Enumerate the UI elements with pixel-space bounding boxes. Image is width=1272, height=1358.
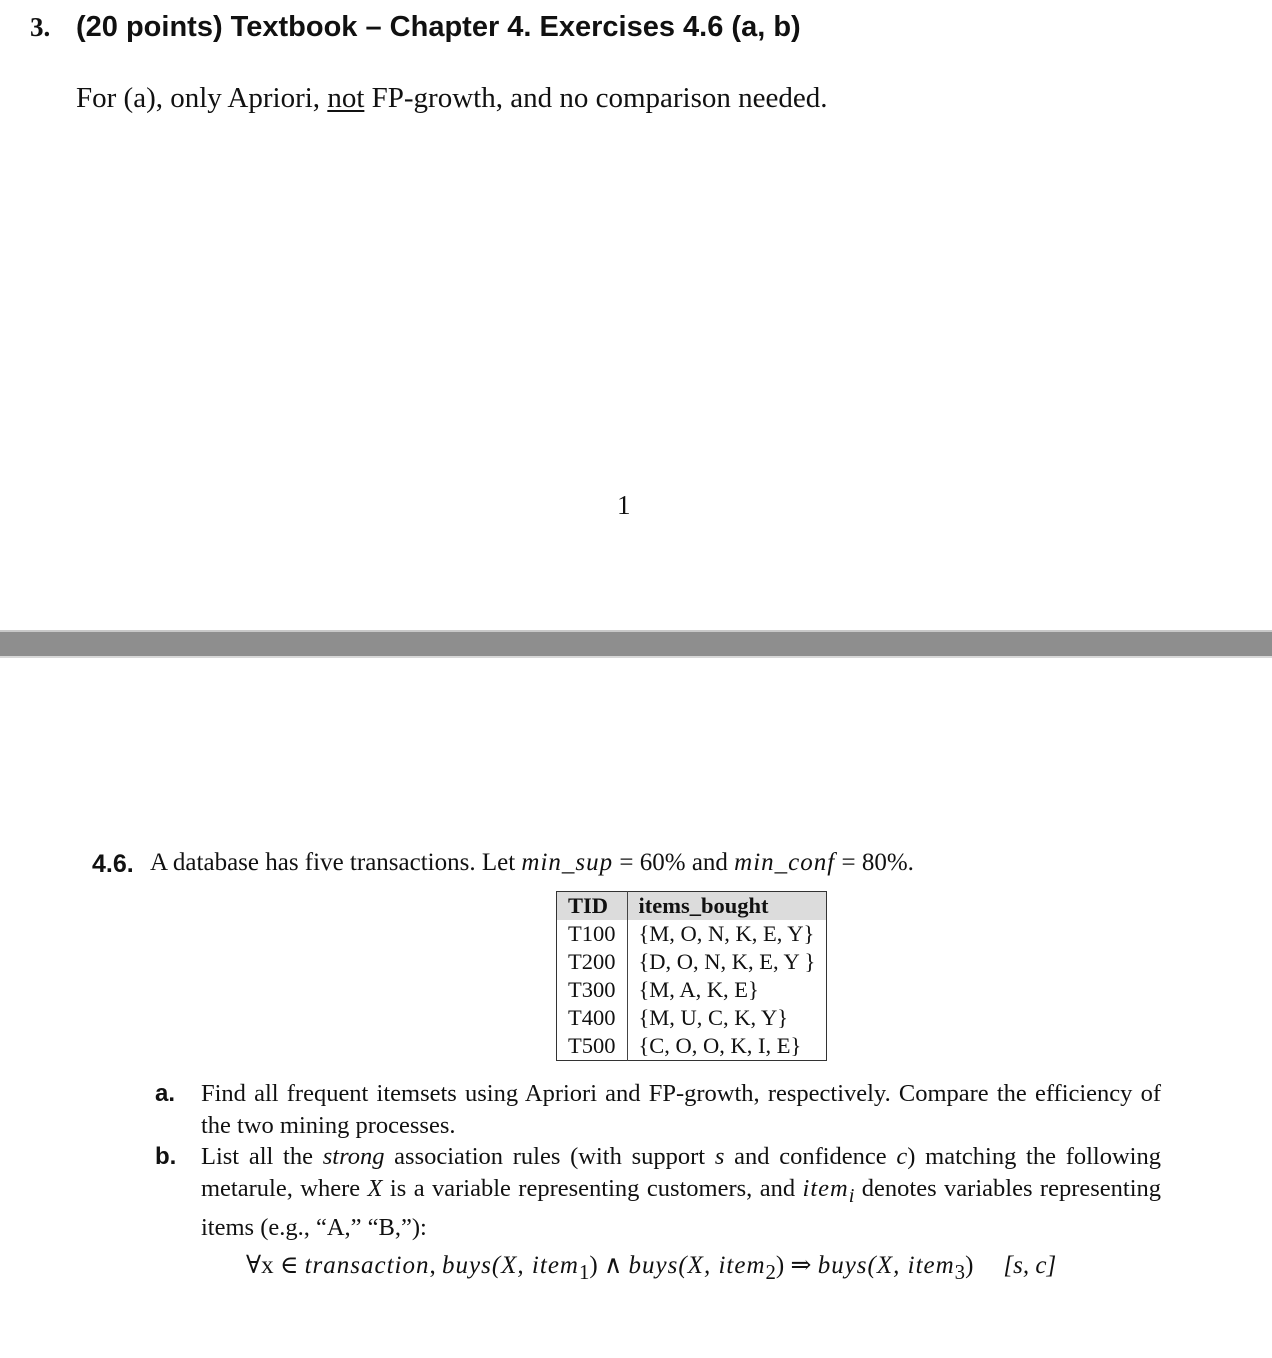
table-row bbox=[557, 1032, 827, 1061]
formula-buys-1: buys(X, item bbox=[442, 1252, 579, 1279]
items-cell: {M, O, N, K, E, Y} bbox=[638, 921, 815, 946]
part-b-seg: is a variable representing customers, and bbox=[382, 1174, 803, 1202]
page-number: 1 bbox=[617, 490, 631, 520]
part-b-label: b. bbox=[155, 1143, 177, 1170]
note-part-2: FP-growth, and no comparison needed. bbox=[364, 82, 828, 114]
tid-cell: T400 bbox=[557, 1004, 628, 1032]
formula-transaction: transaction bbox=[304, 1252, 430, 1279]
question-heading: (20 points) Textbook – Chapter 4. Exercises 4.6 (a, b) bbox=[76, 11, 801, 43]
formula-close-1: ) bbox=[589, 1252, 598, 1279]
question-note bbox=[76, 82, 827, 115]
formula-sub-2: 2 bbox=[765, 1260, 776, 1284]
min-conf-eq: = 80%. bbox=[835, 849, 914, 876]
table-header-row bbox=[557, 892, 827, 921]
part-b-text bbox=[201, 1141, 1161, 1243]
metarule-formula bbox=[246, 1250, 1056, 1285]
question-number: 3. bbox=[30, 12, 51, 42]
formula-implies: ⇒ bbox=[784, 1252, 818, 1279]
table-row bbox=[557, 1004, 827, 1032]
x-variable: X bbox=[367, 1174, 383, 1202]
stmt-intro: A database has five transactions. Let bbox=[150, 849, 522, 876]
tid-cell: T500 bbox=[557, 1032, 628, 1061]
part-b-seg: and confidence bbox=[724, 1143, 897, 1170]
items-cell: {C, O, O, K, I, E} bbox=[638, 1033, 802, 1058]
formula-buys-3: buys(X, item bbox=[817, 1252, 955, 1279]
confidence-symbol: c bbox=[896, 1143, 908, 1170]
exercise-number: 4.6. bbox=[92, 850, 134, 878]
tid-cell: T100 bbox=[557, 920, 628, 948]
note-part-1: For (a), only Apriori, bbox=[76, 82, 328, 114]
note-underlined-word: not bbox=[327, 82, 365, 114]
part-b-seg: denotes variables representing items (e.g., “A,” “B,”): bbox=[201, 1174, 1162, 1241]
items-cell: {M, A, K, E} bbox=[638, 977, 759, 1002]
formula-and: ∧ bbox=[597, 1252, 629, 1279]
table-row bbox=[557, 976, 827, 1004]
formula-support-confidence: [s, c] bbox=[1003, 1252, 1057, 1279]
part-b-seg: List all the bbox=[201, 1143, 323, 1170]
formula-sub-3: 3 bbox=[954, 1260, 966, 1284]
tid-cell: T300 bbox=[557, 976, 628, 1004]
part-b-seg: ) matching the following metarule, where bbox=[201, 1143, 1161, 1202]
transactions-table bbox=[556, 891, 827, 1061]
formula-forall: ∀x ∈ bbox=[246, 1252, 305, 1279]
page-separator bbox=[0, 632, 1272, 656]
items-cell: {M, U, C, K, Y} bbox=[638, 1005, 789, 1030]
table-row bbox=[557, 920, 827, 948]
table-row bbox=[557, 948, 827, 976]
min-conf-var: min_conf bbox=[734, 849, 836, 876]
part-a-label: a. bbox=[155, 1080, 176, 1107]
col-header-items: items_bought bbox=[627, 892, 827, 921]
support-symbol: s bbox=[714, 1143, 725, 1170]
item-subscript: i bbox=[848, 1184, 855, 1207]
exercise-statement bbox=[150, 849, 914, 877]
formula-buys-2: buys(X, item bbox=[628, 1252, 766, 1279]
formula-close-2: ) bbox=[775, 1252, 785, 1279]
part-a-text: Find all frequent itemsets using Apriori and FP-growth, respectively. Compare the efficiency of the two mining processes. bbox=[201, 1080, 1161, 1139]
item-variable: item bbox=[802, 1174, 849, 1202]
page-separator-edge-lower bbox=[0, 656, 1272, 658]
formula-comma: , bbox=[429, 1252, 442, 1279]
part-b-seg: association rules (with support bbox=[384, 1143, 715, 1170]
col-header-tid: TID bbox=[557, 892, 628, 921]
strong-word: strong bbox=[322, 1143, 385, 1170]
min-sup-var: min_sup bbox=[521, 849, 614, 876]
formula-close-3: ) bbox=[965, 1252, 974, 1279]
min-sup-eq: = 60% and bbox=[613, 849, 735, 876]
formula-sub-1: 1 bbox=[578, 1260, 590, 1284]
items-cell: {D, O, N, K, E, Y } bbox=[638, 949, 816, 974]
tid-cell: T200 bbox=[557, 948, 628, 976]
